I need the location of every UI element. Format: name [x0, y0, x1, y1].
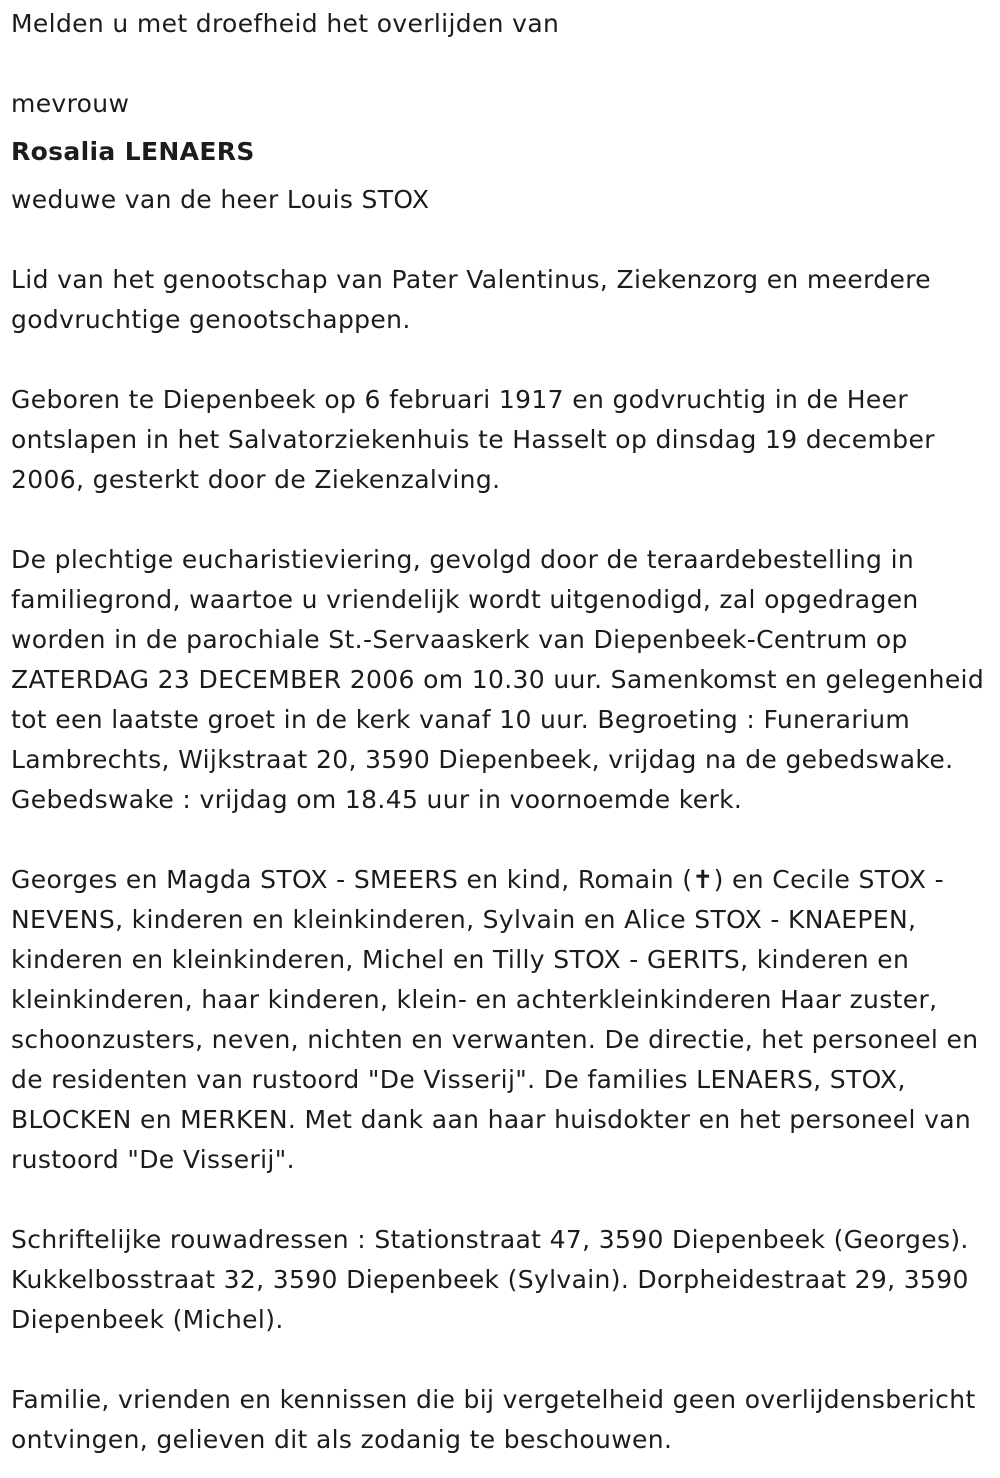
spacer	[11, 1340, 986, 1380]
closing-paragraph: Familie, vrienden en kennissen die bij vergetelheid geen overlijdensbericht ontvingen, gelieven dit als zodanig te beschouwen.	[11, 1385, 976, 1454]
membership-paragraph: Lid van het genootschap van Pater Valentinus, Ziekenzorg en meerdere godvruchtige genootschappen.	[11, 265, 932, 334]
spacer	[11, 124, 986, 132]
ceremony-paragraph: De plechtige eucharistieviering, gevolgd door de teraardebestelling in familiegrond, waartoe u vriendelijk wordt uitgenodigd, zal opgedragen worden in de parochiale St.-Servaaskerk van Diepenbeek-Centrum op ZATERDAG 23 DECEMBER 2006 om 10.30 uur. Samenkomst en gelegenheid tot een laatste groet in de kerk vanaf 10 uur. Begroeting : Funerarium Lambrechts, Wijkstraat 20, 3590 Diepenbeek, vrijdag na de gebedswake. Gebedswake : vrijdag om 18.45 uur in voornoemde kerk.	[11, 545, 985, 814]
death-announcement	[11, 4, 986, 1460]
widow-line: weduwe van de heer Louis STOX	[11, 185, 430, 214]
spacer	[11, 340, 986, 380]
intro-line: Melden u met droefheid het overlijden van	[11, 9, 560, 38]
spacer	[11, 44, 986, 84]
spacer	[11, 172, 986, 180]
addresses-paragraph: Schriftelijke rouwadressen : Stationstraat 47, 3590 Diepenbeek (Georges). Kukkelbosstraat 32, 3590 Diepenbeek (Sylvain). Dorpheidestraat 29, 3590 Diepenbeek (Michel).	[11, 1225, 969, 1334]
deceased-name: Rosalia LENAERS	[11, 137, 255, 166]
spacer	[11, 820, 986, 860]
spacer	[11, 220, 986, 260]
family-paragraph: Georges en Magda STOX - SMEERS en kind, Romain (✝) en Cecile STOX - NEVENS, kinderen en kleinkinderen, Sylvain en Alice STOX - KNAEPEN, kinderen en kleinkinderen, Michel en Tilly STOX - GERITS, kinderen en kleinkinderen, haar kinderen, klein- en achterkleinkinderen Haar zuster, schoonzusters, neven, nichten en verwanten. De directie, het personeel en de residenten van rustoord "De Visserij". De families LENAERS, STOX, BLOCKEN en MERKEN. Met dank aan haar huisdokter en het personeel van rustoord "De Visserij".	[11, 865, 979, 1174]
honorific: mevrouw	[11, 89, 130, 118]
spacer	[11, 1180, 986, 1220]
spacer	[11, 500, 986, 540]
birth-death-paragraph: Geboren te Diepenbeek op 6 februari 1917 en godvruchtig in de Heer ontslapen in het Salvatorziekenhuis te Hasselt op dinsdag 19 december 2006, gesterkt door de Ziekenzalving.	[11, 385, 935, 494]
